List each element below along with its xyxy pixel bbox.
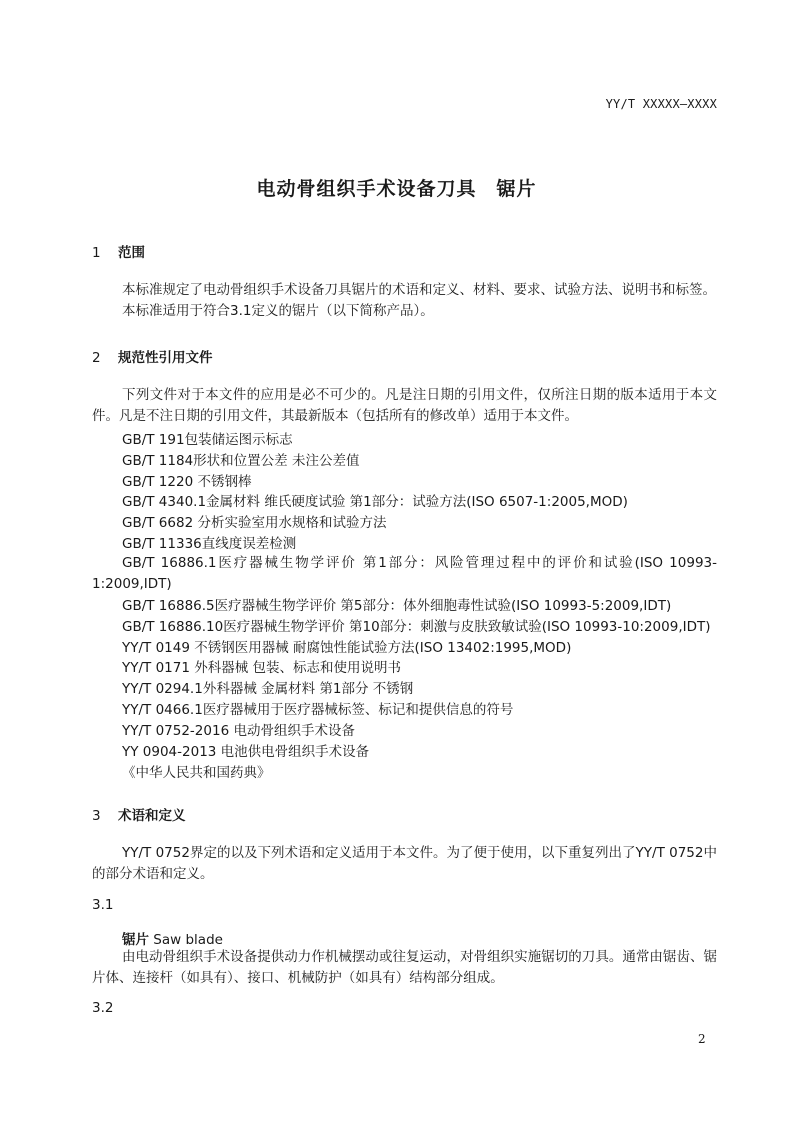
reference-item: YY/T 0752-2016 电动骨组织手术设备 — [122, 723, 355, 739]
term-definition: 由电动骨组织手术设备提供动力作机械摆动或往复运动，对骨组织实施锯切的刀具。通常由锯齿、锯片体、连接杆（如具有）、接口、机械防护（如具有）结构部分组成。 — [92, 949, 717, 986]
reference-item: GB/T 16886.10医疗器械生物学评价 第10部分：刺激与皮肤致敏试验(ISO 10993-10:2009,IDT) — [122, 619, 711, 635]
clause-number: 3.1 — [92, 897, 114, 913]
reference-item: YY/T 0466.1医疗器械用于医疗器械标签、标记和提供信息的符号 — [122, 702, 514, 718]
reference-item: GB/T 1184形状和位置公差 未注公差值 — [122, 453, 360, 469]
reference-item: GB/T 16886.1医疗器械生物学评价 第1部分：风险管理过程中的评价和试验(ISO 10993-1:2009,IDT) — [92, 555, 717, 592]
reference-item: YY 0904-2013 电池供电骨组织手术设备 — [122, 744, 370, 760]
reference-item: GB/T 16886.5医疗器械生物学评价 第5部分：体外细胞毒性试验(ISO 10993-5:2009,IDT) — [122, 598, 672, 614]
section-3-heading — [92, 804, 186, 824]
reference-item: YY/T 0149 不锈钢医用器械 耐腐蚀性能试验方法(ISO 13402:1995,MOD) — [122, 640, 572, 656]
paragraph: YY/T 0752界定的以及下列术语和定义适用于本文件。为了便于使用，以下重复列出了YY/T 0752中的部分术语和定义。 — [92, 845, 717, 882]
paragraph: 下列文件对于本文件的应用是必不可少的。凡是注日期的引用文件，仅所注日期的版本适用于本文件。凡是不注日期的引用文件，其最新版本（包括所有的修改单）适用于本文件。 — [92, 387, 717, 424]
section-number: 1 — [92, 245, 101, 261]
section-title: 规范性引用文件 — [118, 350, 213, 366]
term-name: 锯片 — [122, 932, 149, 948]
page-number: 2 — [698, 1032, 706, 1046]
reference-item: GB/T 1220 不锈钢棒 — [122, 474, 252, 490]
section-title: 术语和定义 — [118, 808, 186, 824]
paragraph: 本标准适用于符合3.1定义的锯片（以下简称产品）。 — [122, 303, 434, 319]
section-number: 3 — [92, 808, 101, 824]
reference-item: YY/T 0294.1外科器械 金属材料 第1部分 不锈钢 — [122, 681, 414, 697]
reference-item: GB/T 11336直线度误差检测 — [122, 536, 297, 552]
term-english: Saw blade — [153, 932, 223, 948]
section-1-heading — [92, 241, 145, 261]
paragraph: 本标准规定了电动骨组织手术设备刀具锯片的术语和定义、材料、要求、试验方法、说明书和标签。 — [122, 282, 716, 298]
page-title: 电动骨组织手术设备刀具 锯片 — [256, 178, 537, 200]
reference-item: GB/T 4340.1金属材料 维氏硬度试验 第1部分：试验方法(ISO 6507-1:2005,MOD) — [122, 494, 628, 510]
reference-item: GB/T 6682 分析实验室用水规格和试验方法 — [122, 515, 387, 531]
reference-item: GB/T 191包装储运图示标志 — [122, 432, 293, 448]
reference-item: YY/T 0171 外科器械 包装、标志和使用说明书 — [122, 660, 402, 676]
section-number: 2 — [92, 350, 101, 366]
reference-item: 《中华人民共和国药典》 — [122, 765, 271, 781]
section-title: 范围 — [118, 245, 145, 261]
document-code: YY/T XXXXX—XXXX — [605, 97, 717, 111]
section-2-heading — [92, 346, 213, 366]
clause-number: 3.2 — [92, 1000, 114, 1016]
term-entry — [122, 928, 223, 948]
